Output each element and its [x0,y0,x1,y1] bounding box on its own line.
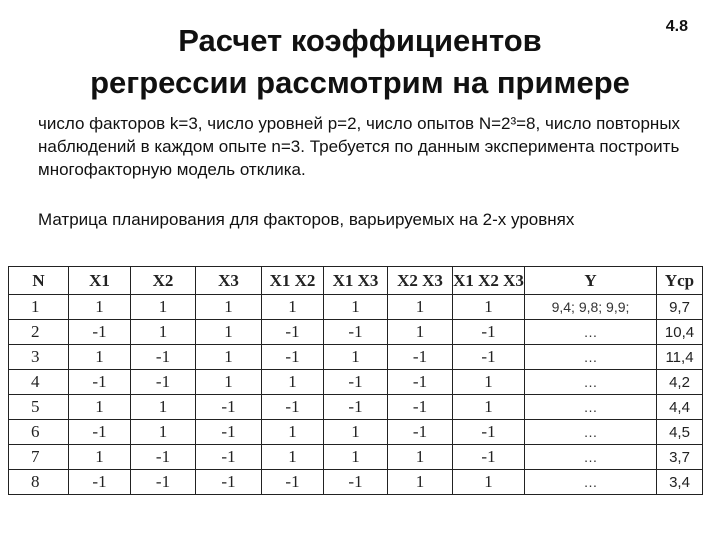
header-x2x3: X2 X3 [388,267,453,295]
table-cell: … [525,345,657,370]
table-cell: -1 [388,420,453,445]
table-cell: 1 [196,320,262,345]
table-cell: -1 [388,395,453,420]
table-cell: -1 [131,370,196,395]
table-cell: -1 [69,470,131,495]
table-cell: 6 [9,420,69,445]
table-cell: 3,7 [657,445,703,470]
header-x1x2: X1 X2 [262,267,324,295]
table-cell: 5 [9,395,69,420]
table-cell: -1 [69,420,131,445]
table-row [9,320,703,345]
slide-number: 4.8 [665,18,688,35]
table-cell: … [525,395,657,420]
table-cell: 1 [131,295,196,320]
title-line-2: регрессии рассмотрим на примере [90,65,630,100]
table-cell: -1 [131,345,196,370]
table-row [9,295,703,320]
table-cell: … [525,420,657,445]
header-ysr: Yср [657,267,703,295]
table-cell: -1 [131,470,196,495]
table-cell: 9,7 [657,295,703,320]
table-cell: 3,4 [657,470,703,495]
table-cell: 4,5 [657,420,703,445]
table-cell: -1 [453,445,525,470]
table-cell: -1 [131,445,196,470]
table-cell: 3 [9,345,69,370]
table-cell: -1 [69,320,131,345]
table-cell: 1 [262,370,324,395]
table-cell: 1 [388,320,453,345]
table-cell: 1 [196,345,262,370]
table-cell: 1 [69,445,131,470]
table-cell: -1 [262,345,324,370]
table-cell: -1 [453,420,525,445]
table-cell: -1 [262,320,324,345]
table-cell: -1 [388,370,453,395]
table-cell: 1 [324,420,388,445]
table-cell: -1 [324,320,388,345]
table-cell: 1 [388,445,453,470]
table-cell: -1 [324,395,388,420]
table-cell: -1 [453,345,525,370]
table-cell: -1 [196,420,262,445]
page-title [0,20,720,104]
table-caption: Матрица планирования для факторов, варьируемых на 2-х уровнях [38,210,575,229]
table-row [9,395,703,420]
header-n: N [9,267,69,295]
table-cell: -1 [262,470,324,495]
table-cell: -1 [262,395,324,420]
planning-matrix-table [8,266,703,495]
table-cell: 4,4 [657,395,703,420]
table-row [9,345,703,370]
table-cell: 1 [131,420,196,445]
table-cell: -1 [388,345,453,370]
table-cell: 1 [388,295,453,320]
header-x1: X1 [69,267,131,295]
table-cell: 1 [69,345,131,370]
table-row [9,445,703,470]
table-cell: … [525,320,657,345]
table-cell: 8 [9,470,69,495]
table-cell: 4 [9,370,69,395]
table-cell: 1 [196,370,262,395]
table-cell: -1 [324,370,388,395]
table-cell: 1 [324,345,388,370]
table-row [9,370,703,395]
table-cell: 2 [9,320,69,345]
table-cell: 11,4 [657,345,703,370]
table-cell: -1 [324,470,388,495]
table-row [9,420,703,445]
table-row [9,470,703,495]
header-x2: X2 [131,267,196,295]
table-cell: -1 [196,395,262,420]
table-cell: 1 [262,445,324,470]
table-cell: 4,2 [657,370,703,395]
table-cell: 1 [324,445,388,470]
table-cell: 9,4; 9,8; 9,9; [525,295,657,320]
table-cell: 1 [69,395,131,420]
table-cell: 1 [9,295,69,320]
problem-description: число факторов k=3, число уровней p=2, число опытов N=2³=8, число повторных наблюдений в каждом опыте n=3. Требуется по данным эксперимента построить многофакторную модель отклика. [38,114,681,179]
table-cell: 1 [131,320,196,345]
table-cell: 1 [69,295,131,320]
header-x1x2x3: X1 X2 X3 [453,267,525,295]
table-cell: 1 [131,395,196,420]
title-line-1: Расчет коэффициентов [178,23,542,58]
header-y: Y [525,267,657,295]
table-cell: 10,4 [657,320,703,345]
table-cell: 1 [196,295,262,320]
table-cell: -1 [196,470,262,495]
table-cell: 1 [324,295,388,320]
table-cell: … [525,370,657,395]
table-header-row [9,267,703,295]
table-cell: 1 [453,470,525,495]
table-cell: 1 [453,370,525,395]
table-cell: 1 [262,295,324,320]
table-cell: … [525,445,657,470]
table-cell: 1 [388,470,453,495]
table-cell: -1 [196,445,262,470]
table-cell: -1 [453,320,525,345]
header-x3: X3 [196,267,262,295]
table-cell: 1 [453,295,525,320]
table-cell: 1 [262,420,324,445]
table-cell: -1 [69,370,131,395]
table-cell: … [525,470,657,495]
table-cell: 7 [9,445,69,470]
table-cell: 1 [453,395,525,420]
header-x1x3: X1 X3 [324,267,388,295]
